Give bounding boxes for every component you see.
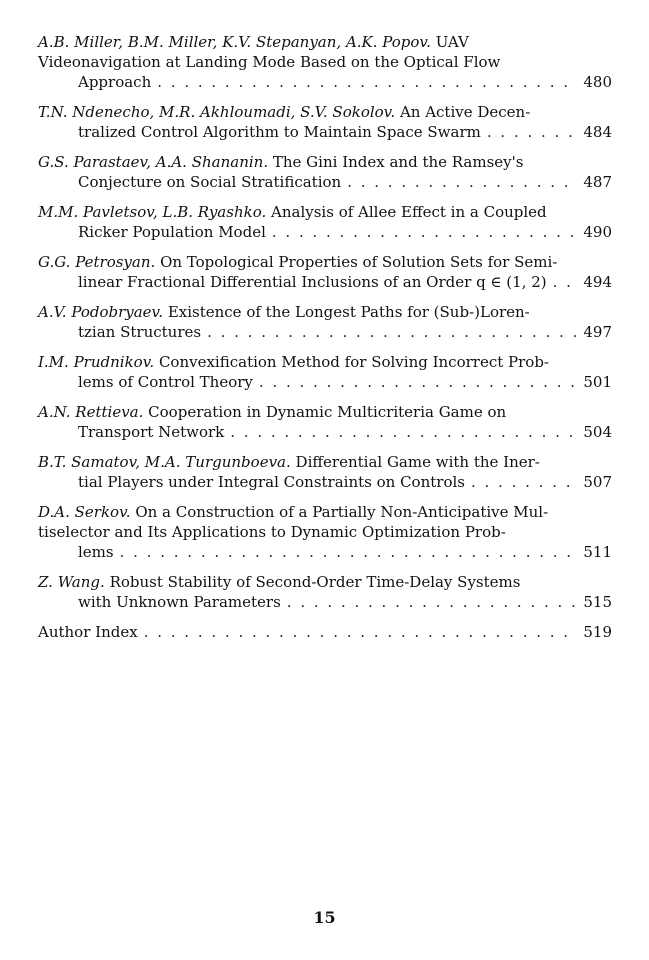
entry-title-tail: lems: [78, 543, 114, 561]
entry-title-tail: tralized Control Algorithm to Maintain Space Swarm: [78, 123, 481, 141]
entry-authors: A.N. Rettieva.: [38, 403, 144, 421]
dot-leader: [553, 272, 578, 292]
author-index-line: [38, 622, 612, 642]
entry-title-tail: with Unknown Parameters: [78, 593, 281, 611]
entry-title-tail: lems of Control Theory: [78, 373, 253, 391]
entry-last-line: [78, 72, 612, 92]
entry-authors: A.B. Miller, B.M. Miller, K.V. Stepanyan, A.K. Popov.: [38, 33, 431, 51]
entry-title-part: On Topological Properties of Solution Sets for Semi-: [160, 253, 558, 271]
entry-page-number: 504: [583, 423, 612, 441]
toc-entry-author-index: [38, 622, 612, 642]
entry-first-line: [38, 452, 612, 472]
entry-first-line: [38, 572, 612, 592]
author-index-page-number: 519: [583, 623, 612, 641]
entry-first-line: [38, 352, 612, 372]
toc-entry: [38, 402, 612, 442]
entry-title-tail: Conjecture on Social Stratification: [78, 173, 342, 191]
entry-last-line: [78, 122, 612, 142]
dot-leader: [287, 592, 578, 612]
entry-authors: I.M. Prudnikov.: [38, 353, 155, 371]
entry-title-tail: Approach: [78, 73, 152, 91]
entry-title-tail: Ricker Population Model: [78, 223, 266, 241]
dot-leader: [157, 72, 577, 92]
entry-first-line: [38, 502, 612, 522]
entry-authors: G.S. Parastaev, A.A. Shananin.: [38, 153, 269, 171]
entry-title-part: Analysis of Allee Effect in a Coupled: [271, 203, 547, 221]
entry-page-number: 511: [583, 543, 612, 561]
toc-entry: [38, 302, 612, 342]
dot-leader: [471, 472, 577, 492]
entry-page-number: 480: [583, 73, 612, 91]
entry-title-part: The Gini Index and the Ramsey's: [272, 153, 524, 171]
entry-authors: T.N. Ndenecho, M.R. Akhloumadi, S.V. Sokolov.: [38, 103, 396, 121]
dot-leader: [487, 122, 577, 142]
entry-title-tail: linear Fractional Differential Inclusions of an Order q ∈ (1, 2): [78, 273, 547, 291]
entry-page-number: 507: [583, 473, 612, 491]
toc-entry: [38, 452, 612, 492]
entry-page-number: 515: [583, 593, 612, 611]
entry-first-line: [38, 402, 612, 422]
toc-entry: [38, 202, 612, 242]
toc-entry: [38, 502, 612, 562]
dot-leader: [144, 622, 578, 642]
entry-last-line: [78, 542, 612, 562]
entry-title-line: tiselector and Its Applications to Dynamic Optimization Prob-: [38, 523, 506, 541]
entry-title-part: Existence of the Longest Paths for (Sub-)Loren-: [167, 303, 530, 321]
entry-last-line: [78, 372, 612, 392]
toc-entry: [38, 572, 612, 612]
toc-entry: [38, 352, 612, 392]
entry-last-line: [78, 272, 612, 292]
entry-title-part: On a Construction of a Partially Non-Anticipative Mul-: [135, 503, 549, 521]
entry-first-line: [38, 32, 612, 52]
entry-page-number: 497: [583, 323, 612, 341]
entry-first-line: [38, 152, 612, 172]
entry-last-line: [78, 472, 612, 492]
entry-title-part: Convexification Method for Solving Incorrect Prob-: [158, 353, 549, 371]
author-index-label: Author Index: [38, 623, 138, 641]
toc-entry: [38, 152, 612, 192]
table-of-contents: [38, 32, 612, 652]
entry-title-tail: Transport Network: [78, 423, 225, 441]
entry-last-line: [78, 422, 612, 442]
entry-last-line: [78, 172, 612, 192]
entry-authors: M.M. Pavletsov, L.B. Ryashko.: [38, 203, 267, 221]
entry-page-number: 494: [583, 273, 612, 291]
entry-title-part: An Active Decen-: [399, 103, 531, 121]
entry-title-part: Robust Stability of Second-Order Time-Delay Systems: [109, 573, 521, 591]
page-number: 15: [313, 908, 336, 927]
dot-leader: [259, 372, 577, 392]
entry-last-line: [78, 322, 612, 342]
entry-title-tail: tzian Structures: [78, 323, 202, 341]
entry-last-line: [78, 592, 612, 612]
entry-authors: B.T. Samatov, M.A. Turgunboeva.: [38, 453, 291, 471]
entry-page-number: 484: [583, 123, 612, 141]
entry-authors: D.A. Serkov.: [38, 503, 131, 521]
entry-first-line: [38, 202, 612, 222]
entry-authors: A.V. Podobryaev.: [38, 303, 164, 321]
dot-leader: [120, 542, 578, 562]
toc-entry: [38, 32, 612, 92]
entry-last-line: [78, 222, 612, 242]
entry-page-number: 487: [583, 173, 612, 191]
entry-authors: G.G. Petrosyan.: [38, 253, 156, 271]
entry-title-line: Videonavigation at Landing Mode Based on the Optical Flow: [38, 53, 501, 71]
dot-leader: [230, 422, 577, 442]
entry-title-part: Differential Game with the Iner-: [295, 453, 540, 471]
entry-authors: Z. Wang.: [38, 573, 105, 591]
entry-page-number: 501: [583, 373, 612, 391]
entry-title-tail: tial Players under Integral Constraints on Controls: [78, 473, 465, 491]
toc-entry: [38, 252, 612, 292]
entry-first-line: [38, 302, 612, 322]
entry-first-line: [38, 102, 612, 122]
entry-page-number: 490: [583, 223, 612, 241]
dot-leader: [272, 222, 577, 242]
dot-leader: [347, 172, 577, 192]
dot-leader: [207, 322, 577, 342]
entry-first-line: [38, 252, 612, 272]
toc-entry: [38, 102, 612, 142]
entry-title-part: UAV: [435, 33, 469, 51]
entry-title-part: Cooperation in Dynamic Multicriteria Game on: [148, 403, 507, 421]
